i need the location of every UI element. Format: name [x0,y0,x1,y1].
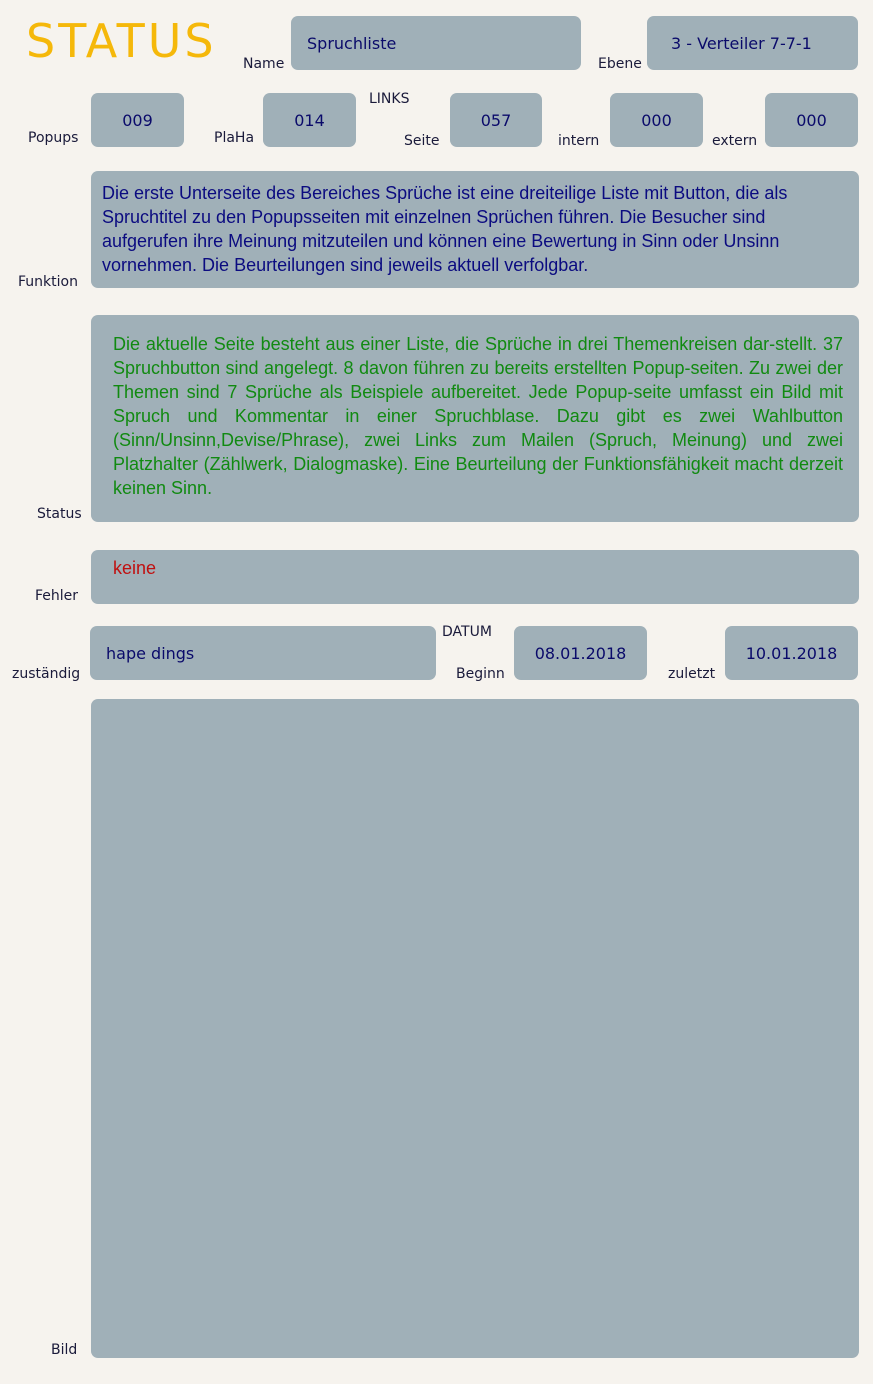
popups-value: 009 [122,110,153,130]
page-title: STATUS [26,14,217,68]
ebene-label: Ebene [598,56,642,72]
intern-field[interactable] [610,93,703,147]
plaha-value: 014 [294,110,325,130]
zuletzt-field[interactable] [725,626,858,680]
zuletzt-value: 10.01.2018 [745,643,838,663]
seite-label: Seite [404,133,440,149]
ebene-field[interactable] [647,16,858,70]
fehler-field[interactable] [91,550,859,604]
popups-label: Popups [28,130,79,146]
extern-value: 000 [796,110,827,130]
fehler-text: keine [113,558,157,578]
bild-area [91,699,859,1358]
fehler-label: Fehler [35,588,79,604]
beginn-label: Beginn [456,666,505,682]
extern-label: extern [712,133,758,149]
funktion-text: Die erste Unterseite des Bereiches Sprüche ist eine dreiteilige Liste mit Button, die als Spruchtitel zu den Popupsseiten mit einzelnen Sprüchen führen. Die Besucher sind aufgerufen ihre Meinung mitzuteilen und können eine Bewertung in Sinn oder Unsinn vornehmen. Die Beurteilungen sind jeweils aktuell verfolgbar. [102,183,788,275]
ebene-value: 3 - Verteiler 7-7-1 [671,33,812,53]
beginn-value: 08.01.2018 [534,643,627,663]
intern-value: 000 [641,110,672,130]
bild-label: Bild [51,1342,78,1358]
status-field[interactable] [91,315,859,522]
name-label: Name [243,56,285,72]
extern-field[interactable] [765,93,858,147]
beginn-field[interactable] [514,626,647,680]
links-heading: LINKS [369,91,410,107]
zustaendig-label: zuständig [12,666,81,682]
name-field[interactable] [291,16,581,70]
status-text: Die aktuelle Seite besteht aus einer Liste, die Sprüche in drei Themenkreisen dar-stellt. 37 Spruchbutton sind angelegt. 8 davon führen zu bereits erstellten Popup-seiten. Zu zwei der Themen sind 7 Sprüche als Beispiele aufbereitet. Jede Popup-seite umfasst ein Bild mit Spruch und Kommentar in einer Spruchblase. Dazu gibt es zwei Wahlbutton (Sinn/Unsinn,Devise/Phrase), zwei Links zum Mailen (Spruch, Meinung) und zwei Platzhalter (Zählwerk, Dialogmaske). Eine Beurteilung der Funktionsfähigkeit macht derzeit keinen Sinn. [113,334,843,498]
name-value: Spruchliste [307,33,397,53]
funktion-label: Funktion [18,274,78,290]
status-label: Status [37,506,82,522]
funktion-field[interactable] [91,171,859,288]
datum-heading: DATUM [442,624,492,640]
plaha-field[interactable] [263,93,356,147]
popups-field[interactable] [91,93,184,147]
intern-label: intern [558,133,600,149]
zustaendig-field[interactable] [90,626,436,680]
zustaendig-value: hape dings [106,643,195,663]
seite-value: 057 [480,110,512,130]
plaha-label: PlaHa [214,130,255,146]
zuletzt-label: zuletzt [668,666,716,682]
seite-field[interactable] [450,93,542,147]
